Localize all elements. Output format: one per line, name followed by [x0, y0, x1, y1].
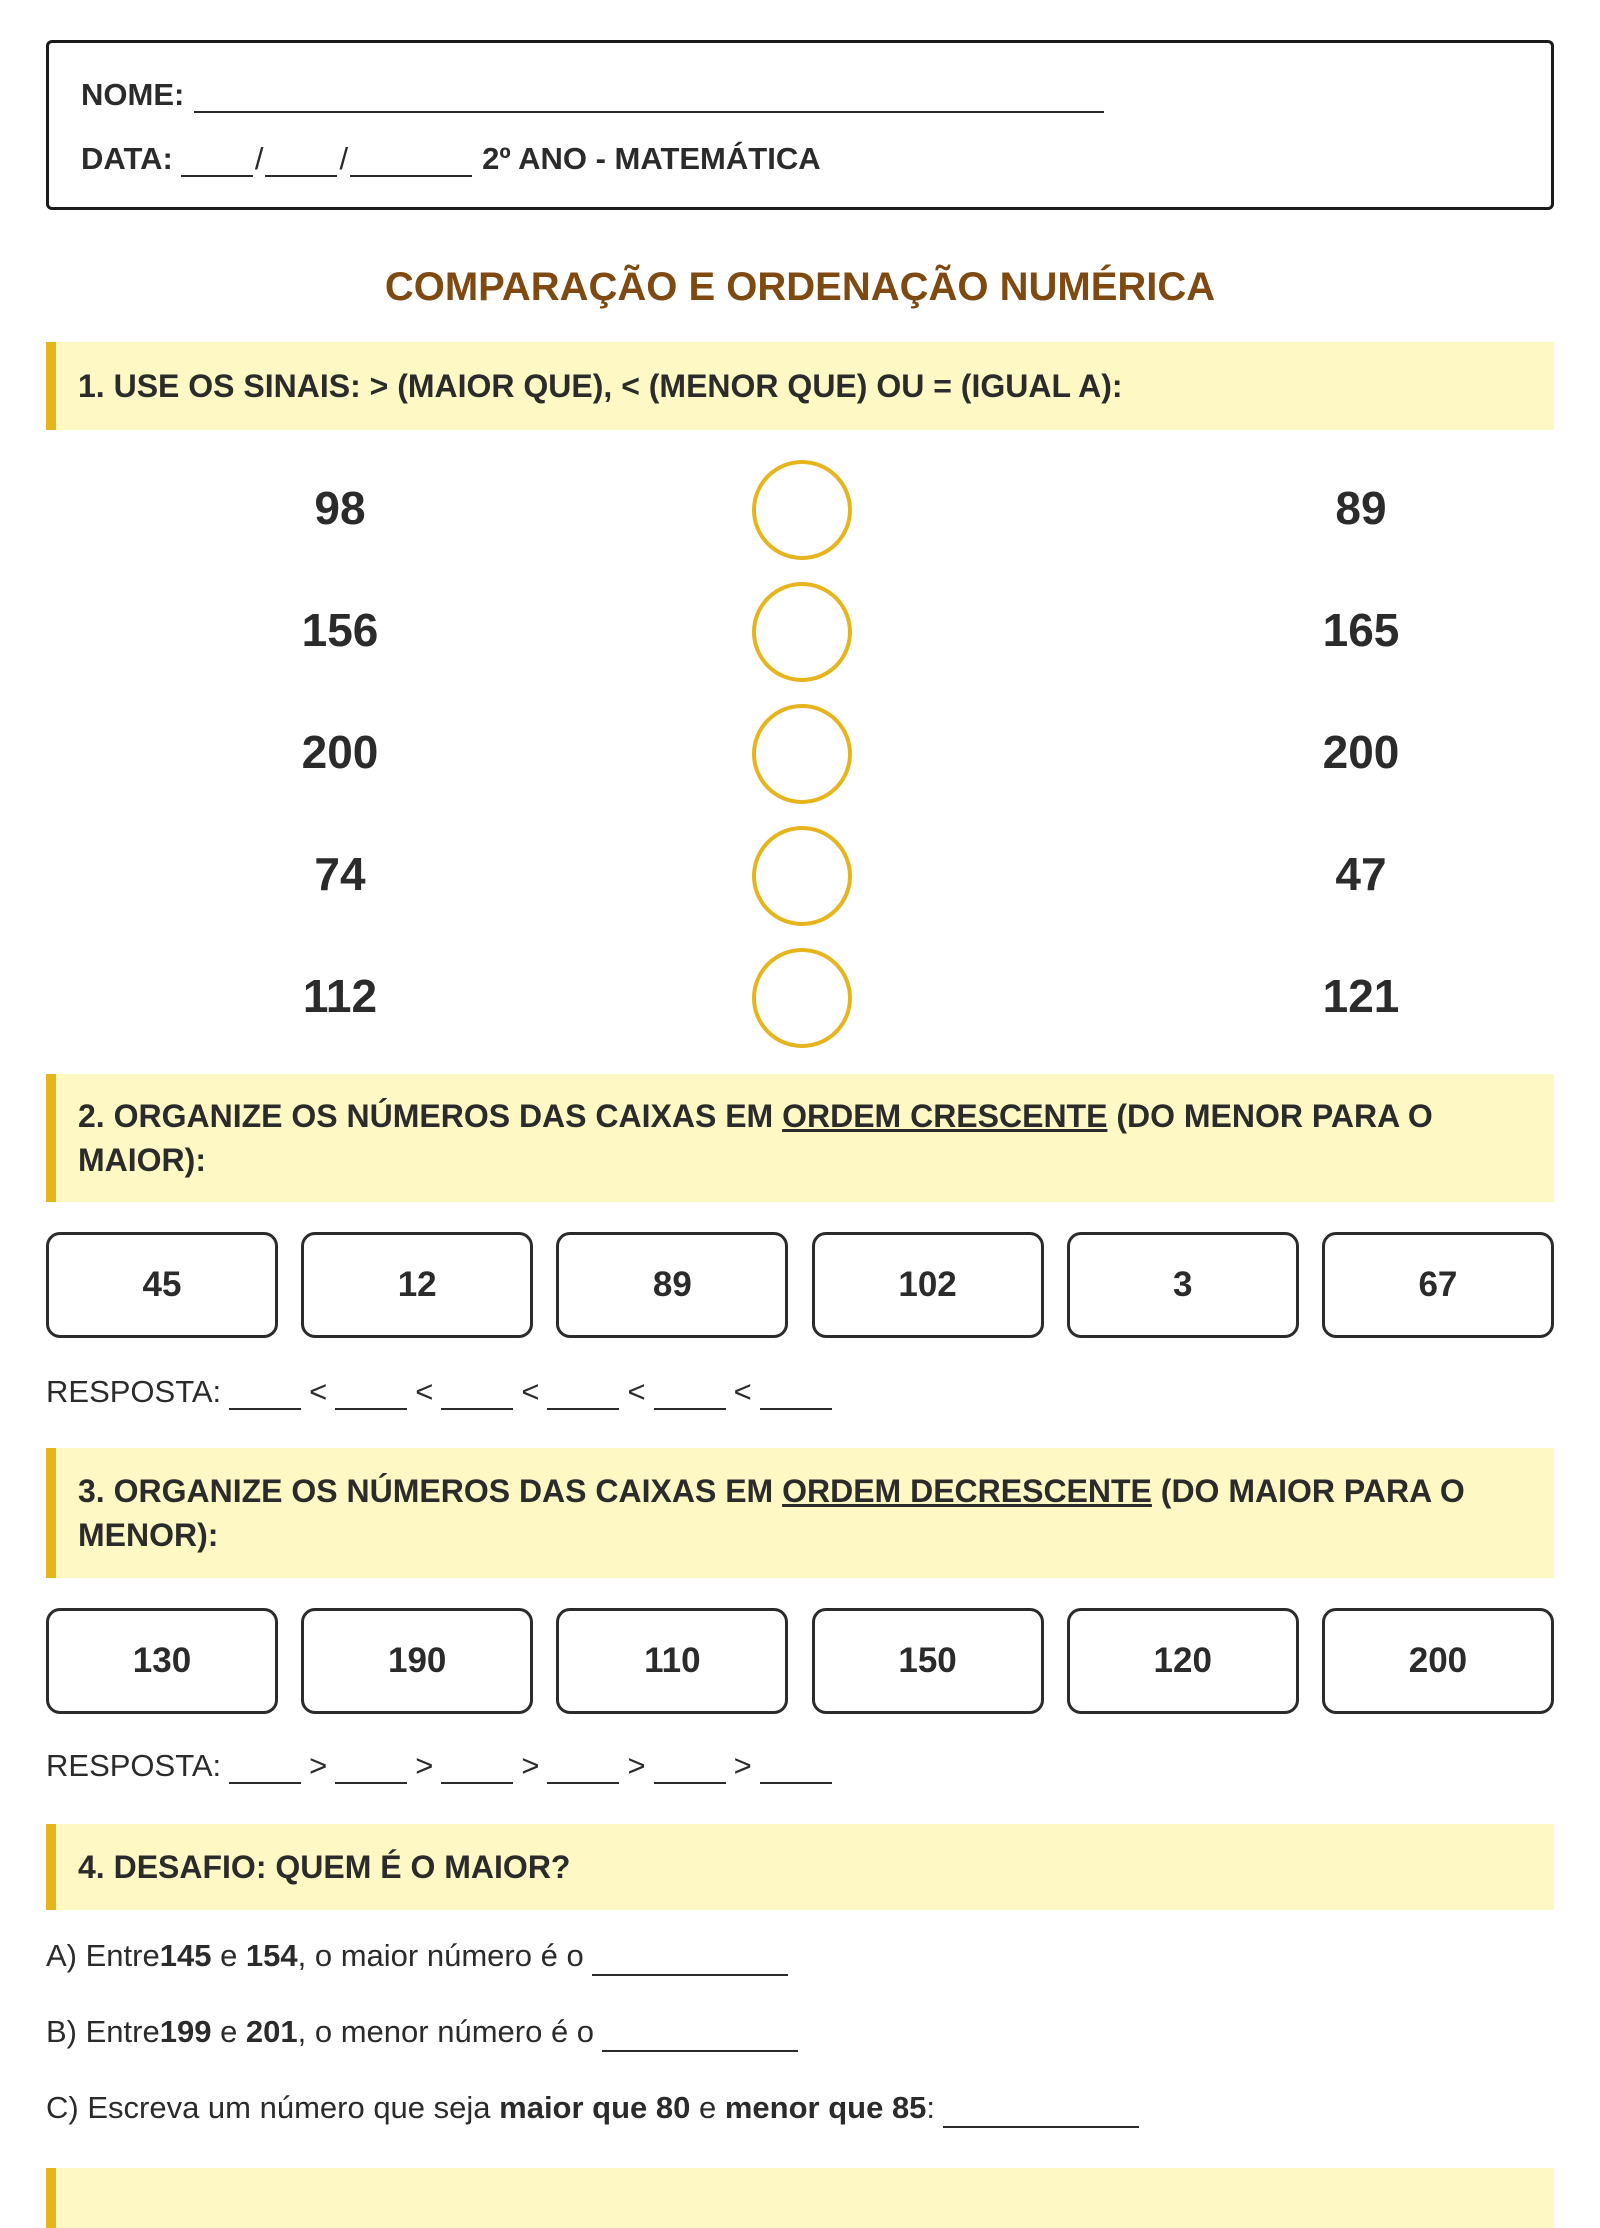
prompt-emphasis: ORDEM DECRESCENTE — [782, 1473, 1152, 1509]
emphasized-number: 154 — [245, 1938, 298, 1973]
answer-label: RESPOSTA: — [46, 1374, 222, 1409]
answer-line-descending — [46, 1742, 1554, 1784]
question-3-prompt — [78, 1469, 1524, 1557]
worksheet-page — [46, 40, 1554, 2228]
student-info-box — [46, 40, 1554, 210]
answer-line-ascending — [46, 1368, 1554, 1410]
answer-circle[interactable] — [752, 704, 852, 804]
question-4c — [46, 2088, 1554, 2128]
left-number: 156 — [301, 604, 379, 656]
date-month-field[interactable] — [265, 145, 337, 177]
greater-than-sign: > — [521, 1748, 540, 1783]
emphasized-text: maior que 80 — [499, 2090, 691, 2125]
answer-label: RESPOSTA: — [46, 1748, 222, 1783]
answer-blank[interactable] — [229, 1754, 301, 1784]
emphasized-number: 145 — [159, 1938, 212, 1973]
date-separator: / — [339, 141, 349, 176]
answer-circle[interactable] — [752, 948, 852, 1048]
right-number: 89 — [1335, 482, 1387, 534]
question-text: , o maior número é o — [297, 1938, 584, 1973]
question-text: e — [211, 2014, 246, 2049]
comparison-row — [46, 458, 1554, 580]
less-than-sign: < — [521, 1374, 540, 1409]
question-text: A) Entre — [46, 1938, 160, 1973]
number-box: 12 — [301, 1232, 533, 1338]
left-number: 74 — [314, 848, 366, 900]
name-label: NOME: — [81, 77, 185, 112]
answer-blank[interactable] — [654, 1754, 726, 1784]
emphasized-text: menor que 85 — [724, 2090, 927, 2125]
left-number: 112 — [302, 970, 378, 1022]
comparison-row — [46, 580, 1554, 702]
answer-blank[interactable] — [229, 1380, 301, 1410]
question-text: e — [690, 2090, 725, 2125]
emphasized-number: 201 — [245, 2014, 298, 2049]
greater-than-sign: > — [733, 1748, 752, 1783]
left-number: 98 — [314, 482, 366, 534]
less-than-sign: < — [627, 1374, 646, 1409]
less-than-sign: < — [309, 1374, 328, 1409]
date-year-field[interactable] — [350, 145, 472, 177]
question-4a — [46, 1936, 1554, 1976]
question-2-prompt — [78, 1094, 1524, 1182]
number-box: 67 — [1322, 1232, 1554, 1338]
answer-blank[interactable] — [760, 1380, 832, 1410]
greater-than-sign: > — [309, 1748, 328, 1783]
question-text: e — [211, 1938, 246, 1973]
number-box: 3 — [1067, 1232, 1299, 1338]
number-box: 45 — [46, 1232, 278, 1338]
answer-blank[interactable] — [441, 1380, 513, 1410]
answer-circle[interactable] — [752, 582, 852, 682]
prompt-emphasis: ORDEM CRESCENTE — [782, 1098, 1108, 1134]
question-5-header-partial — [46, 2168, 1554, 2228]
question-1-prompt: 1. USE OS SINAIS: > (MAIOR QUE), < (MENOR QUE) OU = (IGUAL A): — [78, 368, 1123, 404]
question-3-header — [46, 1448, 1554, 1578]
grade-subject: 2º ANO - MATEMÁTICA — [482, 141, 821, 176]
answer-circle[interactable] — [752, 826, 852, 926]
answer-blank[interactable] — [654, 1380, 726, 1410]
question-text: B) Entre — [46, 2014, 160, 2049]
name-line — [81, 73, 1519, 113]
less-than-sign: < — [733, 1374, 752, 1409]
question-4-header — [46, 1824, 1554, 1910]
answer-blank[interactable] — [592, 1946, 788, 1976]
date-separator: / — [254, 141, 264, 176]
answer-blank[interactable] — [441, 1754, 513, 1784]
answer-blank[interactable] — [547, 1380, 619, 1410]
left-number: 200 — [301, 726, 379, 778]
question-1-header — [46, 342, 1554, 430]
number-box: 200 — [1322, 1608, 1554, 1714]
name-field[interactable] — [194, 81, 1104, 113]
question-text: : — [926, 2090, 936, 2125]
right-number: 165 — [1322, 604, 1400, 656]
comparison-row — [46, 946, 1554, 1046]
question-text: , o menor número é o — [297, 2014, 595, 2049]
answer-circle[interactable] — [752, 460, 852, 560]
question-2-header — [46, 1074, 1554, 1202]
greater-than-sign: > — [627, 1748, 646, 1783]
date-day-field[interactable] — [181, 145, 253, 177]
less-than-sign: < — [415, 1374, 434, 1409]
number-box: 190 — [301, 1608, 533, 1714]
number-box: 110 — [556, 1608, 788, 1714]
prompt-text: 3. ORGANIZE OS NÚMEROS DAS CAIXAS EM — [78, 1473, 783, 1509]
prompt-text: (DO MAIOR PARA O MENOR): — [78, 1473, 1465, 1553]
question-text: C) Escreva um número que seja — [46, 2090, 500, 2125]
question-4b — [46, 2012, 1554, 2052]
emphasized-number: 199 — [159, 2014, 212, 2049]
number-box: 150 — [812, 1608, 1044, 1714]
comparison-row — [46, 824, 1554, 946]
right-number: 47 — [1335, 848, 1387, 900]
number-boxes-ascending — [46, 1232, 1554, 1338]
date-label: DATA: — [81, 141, 173, 176]
comparison-row — [46, 702, 1554, 824]
answer-blank[interactable] — [335, 1754, 407, 1784]
number-box: 102 — [812, 1232, 1044, 1338]
right-number: 200 — [1322, 726, 1400, 778]
number-boxes-descending — [46, 1608, 1554, 1714]
number-box: 120 — [1067, 1608, 1299, 1714]
date-line — [81, 137, 1519, 177]
prompt-text: 2. ORGANIZE OS NÚMEROS DAS CAIXAS EM — [78, 1098, 783, 1134]
right-number: 121 — [1322, 970, 1400, 1022]
question-4-prompt: 4. DESAFIO: QUEM É O MAIOR? — [78, 1849, 571, 1885]
comparison-list — [46, 458, 1554, 1046]
answer-blank[interactable] — [547, 1754, 619, 1784]
answer-blank[interactable] — [760, 1754, 832, 1784]
number-box: 89 — [556, 1232, 788, 1338]
page-title: COMPARAÇÃO E ORDENAÇÃO NUMÉRICA — [384, 265, 1216, 309]
number-box: 130 — [46, 1608, 278, 1714]
answer-blank[interactable] — [335, 1380, 407, 1410]
answer-blank[interactable] — [943, 2098, 1139, 2128]
prompt-text: (DO MENOR PARA O MAIOR): — [78, 1098, 1433, 1178]
answer-blank[interactable] — [602, 2022, 798, 2052]
greater-than-sign: > — [415, 1748, 434, 1783]
